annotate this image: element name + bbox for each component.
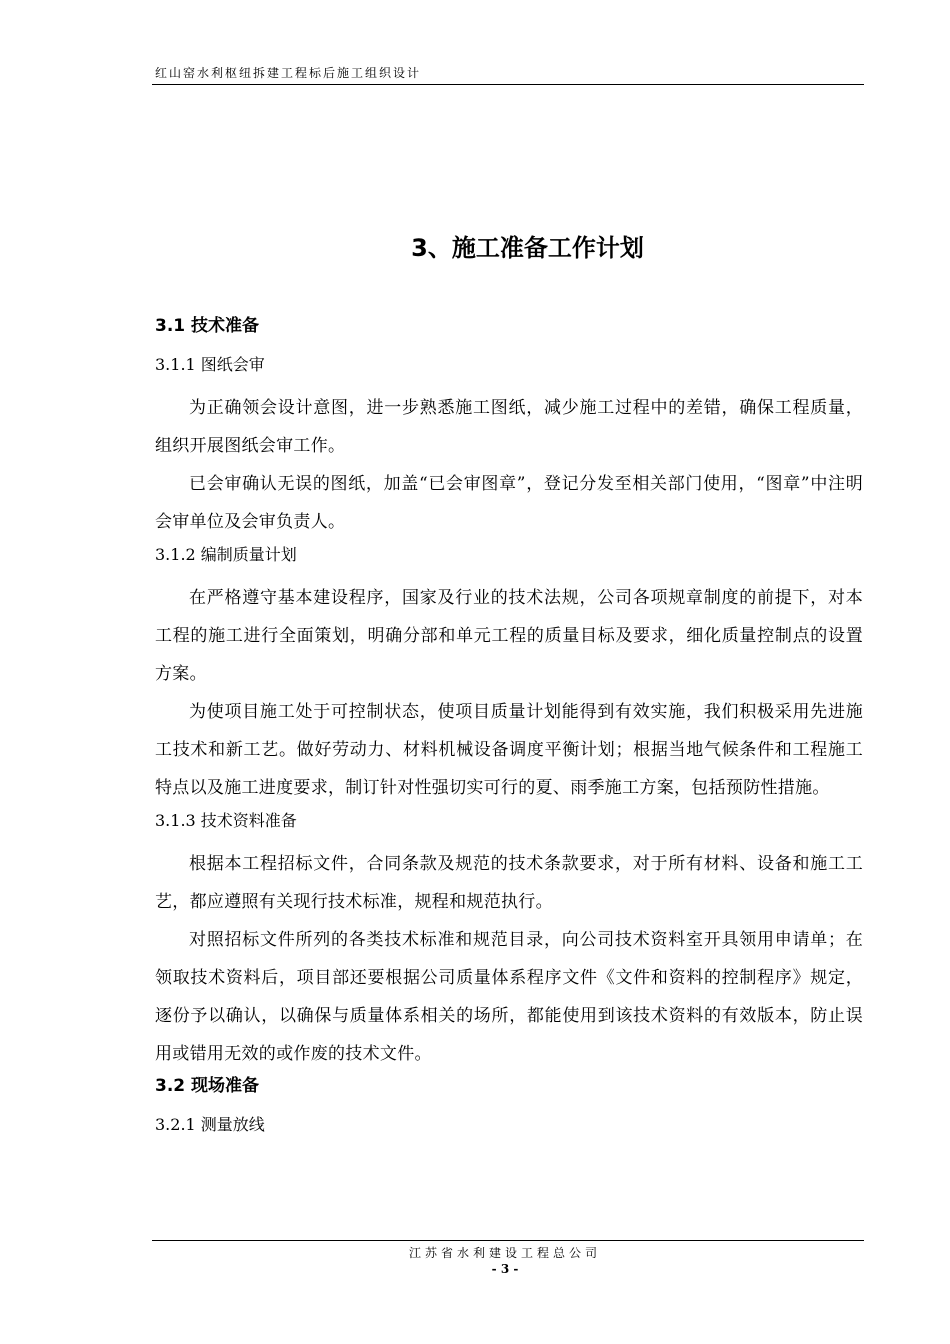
section-heading-3-1-2: 3.1.2 编制质量计划 [155,545,297,564]
page-number: - 3 - [491,1262,519,1276]
section-heading-3-1-1: 3.1.1 图纸会审 [155,355,265,374]
section-heading-3-2-1: 3.2.1 测量放线 [155,1115,265,1134]
footer-divider [152,1240,864,1241]
document-body [155,313,863,1149]
paragraph: 为使项目施工处于可控制状态，使项目质量计划能得到有效实施，我们积极采用先进施工技术和新工艺。做好劳动力、材料机械设备调度平衡计划；根据当地气候条件和工程施工特点以及施工进度要求，制订针对性强切实可行的夏、雨季施工方案，包括预防性措施。 [155,702,863,798]
section-heading-3-1: 3.1 技术准备 [155,316,260,336]
header-divider [152,84,864,85]
paragraph: 根据本工程招标文件，合同条款及规范的技术条款要求，对于所有材料、设备和施工工艺，都应遵照有关现行技术标准，规程和规范执行。 [155,854,863,912]
paragraph: 在严格遵守基本建设程序，国家及行业的技术法规，公司各项规章制度的前提下，对本工程的施工进行全面策划，明确分部和单元工程的质量目标及要求，细化质量控制点的设置方案。 [155,588,863,684]
paragraph: 对照招标文件所列的各类技术标准和规范目录，向公司技术资料室开具领用申请单；在领取技术资料后，项目部还要根据公司质量体系程序文件《文件和资料的控制程序》规定，逐份予以确认，以确保与质量体系相关的场所，都能使用到该技术资料的有效版本，防止误用或错用无效的或作废的技术文件。 [155,930,863,1064]
section-heading-3-1-3: 3.1.3 技术资料准备 [155,811,297,830]
paragraph: 为正确领会设计意图，进一步熟悉施工图纸，减少施工过程中的差错，确保工程质量，组织开展图纸会审工作。 [155,398,863,456]
running-header: 红山窑水利枢纽拆建工程标后施工组织设计 [155,66,422,80]
footer-organization: 江苏省水利建设工程总公司 [408,1246,601,1260]
paragraph: 已会审确认无误的图纸，加盖“已会审图章”，登记分发至相关部门使用，“图章”中注明会审单位及会审负责人。 [155,474,863,532]
section-heading-3-2: 3.2 现场准备 [155,1076,260,1096]
chapter-title: 3、施工准备工作计划 [411,234,644,262]
